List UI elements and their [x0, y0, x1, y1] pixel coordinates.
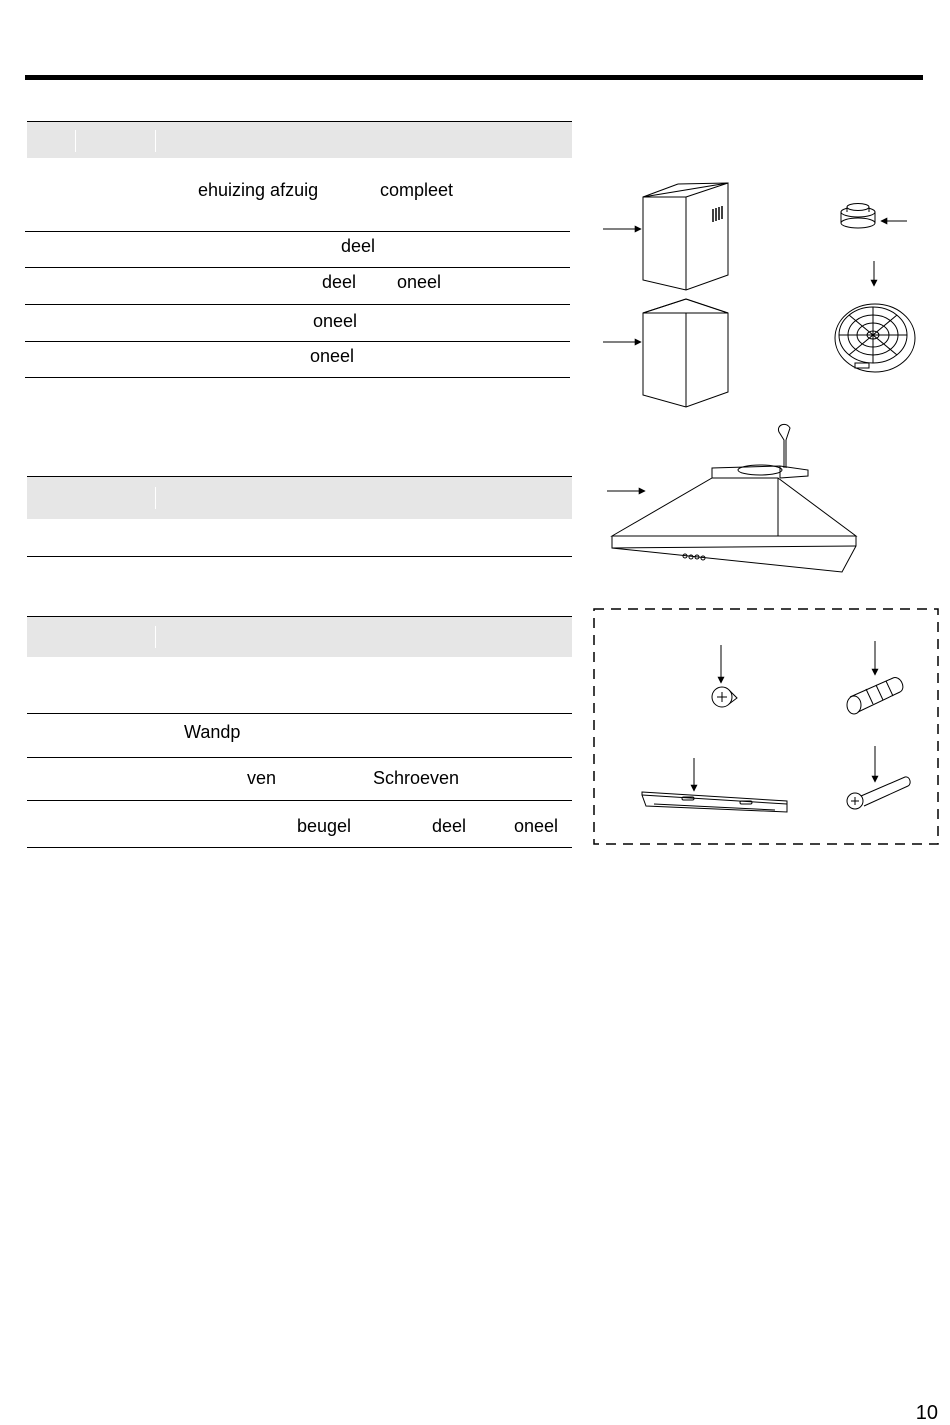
table3-row2-part1: Wandp [184, 722, 241, 742]
hood-body-drawing [612, 424, 856, 572]
table1-row1-part1: ehuizing afzuig [198, 180, 319, 200]
carbon-filter-drawing [835, 304, 915, 372]
long-screw-drawing [847, 777, 910, 809]
table3-row3-part2: Schroeven [373, 768, 460, 788]
table1-row3-part1: deel [322, 272, 357, 292]
table1-row2-part1: deel [341, 236, 376, 256]
table1-row1-part2: compleet [380, 180, 454, 200]
page-number: 10 [915, 1402, 938, 1424]
wall-plug-drawing [847, 678, 903, 714]
flange-drawing [841, 204, 875, 229]
upper-chimney-cover-drawing [643, 183, 728, 290]
table1-row3-part2: oneel [397, 272, 442, 292]
table1-row5-part1: oneel [310, 346, 355, 366]
table1-row4-part1: oneel [313, 311, 358, 331]
small-screw-drawing [712, 687, 737, 707]
table3-row4-part2: deel [432, 816, 467, 836]
table3-row4-part1: beugel [297, 816, 352, 836]
lower-chimney-cover-drawing [643, 299, 728, 407]
mounting-bracket-drawing [642, 792, 787, 812]
table3-row4-part3: oneel [514, 816, 559, 836]
table3-row3-part1: ven [247, 768, 277, 788]
